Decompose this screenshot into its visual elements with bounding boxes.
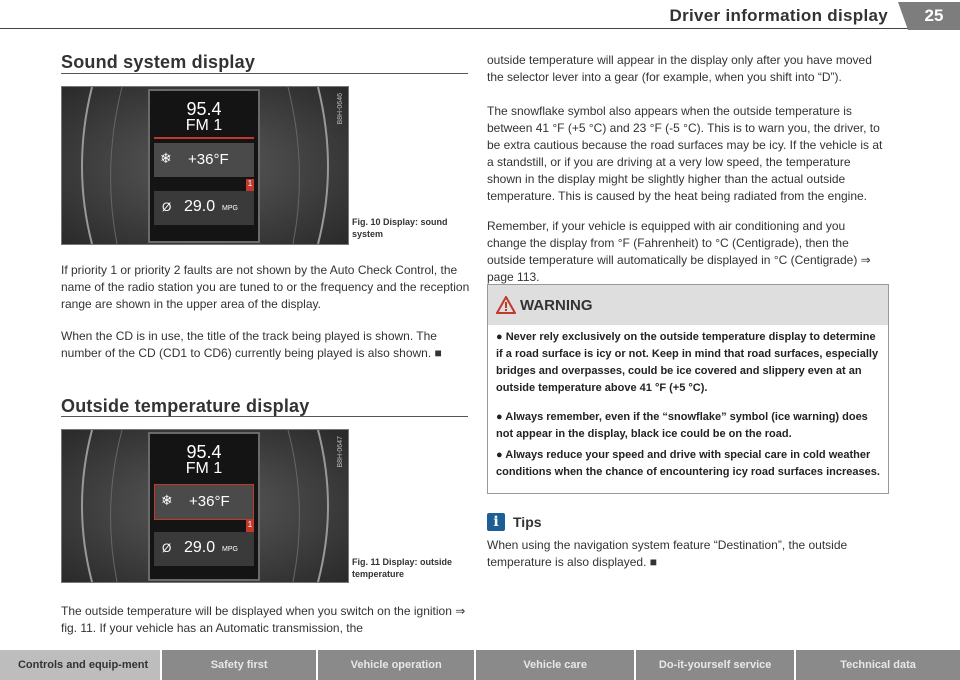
warning-item: ● Always remember, even if the “snowflake” symbol (ice warning) does not appear in the display, black ice could be on the road. [496, 411, 868, 440]
lcd-temperature: +36°F [188, 151, 229, 168]
section-rule [61, 416, 468, 417]
lcd-mpg-value: 29.0 [184, 539, 216, 556]
caption-number: Fig. 11 [352, 557, 381, 567]
figure-11 [61, 429, 349, 583]
lcd-temp-row [154, 143, 254, 177]
lcd-temperature: +36°F [189, 493, 230, 510]
lcd-red-line [154, 137, 254, 139]
warning-item-text: Never rely exclusively on the outside temperature display to determine if a road surface is icy or not. Keep in mind that road surfaces, especially bridges and overpasses, could be ice covered and slippery even at an outside temperature above 41 °F (+5 °C). [496, 331, 879, 394]
warning-item-text: Always reduce your speed and drive with special care in cold weather conditions when the chance of encountering icy road surfaces increases. [496, 449, 880, 478]
tips-header [487, 513, 542, 531]
warning-box [487, 284, 889, 494]
info-icon: i [487, 513, 505, 531]
tab-do-it-yourself-service[interactable]: Do-it-yourself service [636, 650, 794, 680]
paragraph: Remember, if your vehicle is equipped with air conditioning and you change the display from °F (Fahrenheit) to °C (Centigrade), then the outside temperature will automatically be displayed in °C (Centigrade) ⇒ page 113. [487, 219, 871, 284]
lcd-gear-badge: 1 [246, 520, 254, 532]
lcd-frequency: 95.4 [186, 99, 222, 119]
figure-code: B8H-0647 [337, 436, 344, 468]
paragraph: outside temperature will appear in the display only after you have moved the selector lever into a gear (for example, when you shift into “D”). [487, 53, 872, 84]
caption-text: Display: outside temperature [352, 557, 453, 579]
tab-safety-first[interactable]: Safety first [162, 650, 316, 680]
lcd-band: FM 1 [185, 117, 223, 134]
header-title: Driver information display [669, 6, 888, 25]
warning-header [488, 285, 888, 325]
lcd-display [148, 89, 260, 243]
warning-item-text: Always remember, even if the “snowflake” symbol (ice warning) does not appear in the display, black ice could be on the road. [496, 411, 868, 440]
figure-code: B8H-0646 [337, 93, 344, 125]
lcd-mpg-unit: MPG [222, 205, 238, 212]
lcd-temp-row [154, 484, 254, 520]
header-rule [0, 28, 908, 29]
tab-technical-data[interactable]: Technical data [796, 650, 960, 680]
section-title-outside-temperature: Outside temperature display [61, 396, 310, 416]
snowflake-icon: ❄ [160, 150, 172, 166]
section-rule [61, 73, 468, 74]
figure-11-caption [352, 556, 467, 580]
paragraph: When the CD is in use, the title of the track being played is shown. The number of the CD (CD1 to CD6) currently being played is also shown. ■ [61, 329, 442, 360]
tab-controls-and-equipment[interactable]: Controls and equip-ment [0, 650, 160, 680]
caption-number: Fig. 10 [352, 217, 381, 227]
paragraph: The snowflake symbol also appears when the outside temperature is between 41 °F (+5 °C) and 23 °F (-5 °C). This is to warn you, the driver, to be extra cautious because the road surfaces may be icy. If the vehicle is at a standstill, or if you are driving at a very low speed, the temperature shown in the display might be slightly higher than the actual outside temperature. This is caused by the heat being radiated from the engine. [487, 104, 883, 203]
footer-nav [0, 650, 960, 680]
lcd-gear-badge: 1 [246, 179, 254, 191]
figure-10 [61, 86, 349, 245]
warning-item: ● Always reduce your speed and drive with special care in cold weather conditions when the chance of encountering icy road surfaces increases. [496, 449, 880, 478]
lcd-mpg-value: 29.0 [184, 198, 216, 215]
tab-vehicle-care[interactable]: Vehicle care [476, 650, 634, 680]
paragraph: If priority 1 or priority 2 faults are not shown by the Auto Check Control, the name of the radio station you are tuned to or the frequency and the reception range are shown in the upper area of the display. [61, 263, 470, 311]
snowflake-icon: ❄ [161, 492, 173, 508]
lcd-mpg-row [154, 532, 254, 566]
tips-text: When using the navigation system feature “Destination”, the outside temperature is also displayed. ■ [487, 538, 848, 569]
warning-item: ● Never rely exclusively on the outside temperature display to determine if a road surface is icy or not. Keep in mind that road surfaces, especially bridges and overpasses, could be ice covered and slippery even at an outside temperature above 41 °F (+5 °C). [496, 331, 879, 394]
figure-10-caption [352, 216, 467, 240]
average-icon: Ø [162, 541, 172, 555]
warning-triangle-icon [496, 296, 516, 314]
lcd-mpg-unit: MPG [222, 546, 238, 553]
lcd-mpg-row [154, 191, 254, 225]
tips-title: Tips [513, 514, 542, 530]
tab-vehicle-operation[interactable]: Vehicle operation [318, 650, 474, 680]
lcd-band: FM 1 [185, 460, 223, 477]
caption-text: Display: sound system [352, 217, 448, 239]
warning-title: WARNING [520, 296, 593, 314]
page-number: 25 [908, 2, 960, 30]
average-icon: Ø [162, 200, 172, 214]
lcd-frequency: 95.4 [186, 442, 222, 462]
section-title-sound-system: Sound system display [61, 52, 256, 72]
paragraph: The outside temperature will be displayed when you switch on the ignition ⇒ fig. 11. If your vehicle has an Automatic transmission, the [61, 604, 466, 635]
lcd-display [148, 432, 260, 581]
